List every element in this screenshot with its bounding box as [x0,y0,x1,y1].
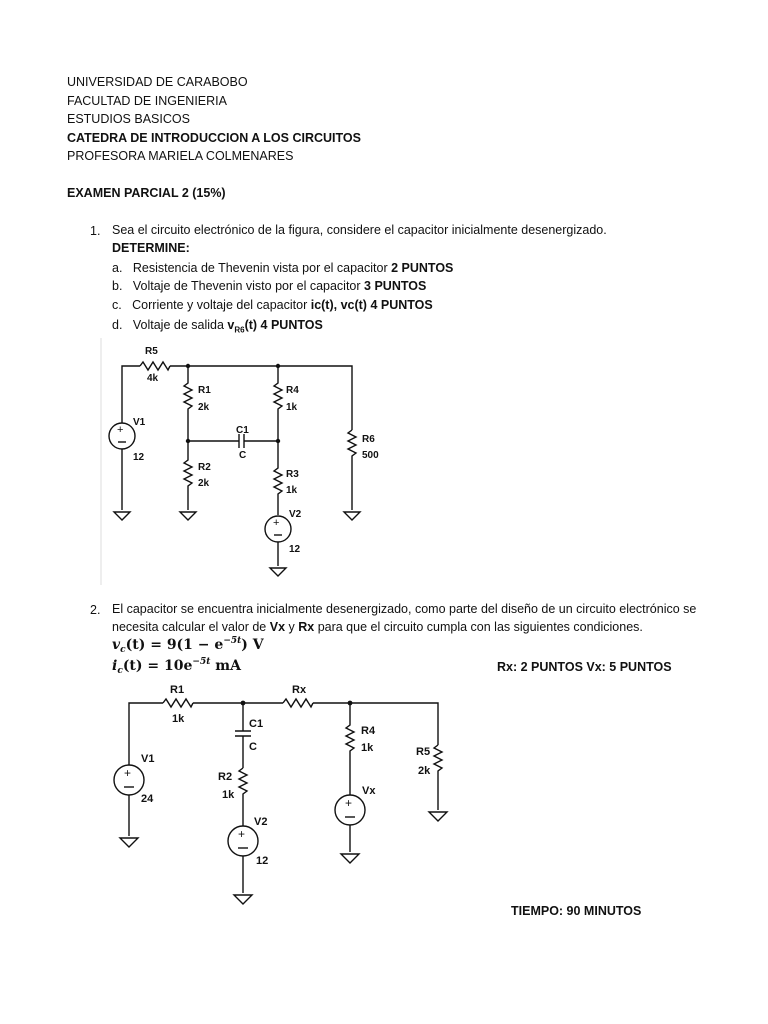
q1-statement: Sea el circuito electrónico de la figura, considere el capacitor inicialmente desenergizado. [112,223,607,237]
plus-sign: + [117,424,124,436]
v1-label: V1 [133,417,146,428]
resistor-r2 [239,768,247,826]
item-points: 4 PUNTOS [366,298,433,312]
item-points: 4 PUNTOS [257,318,323,332]
item-letter: b. [112,279,123,293]
c1-label: C1 [249,718,264,730]
vx-label: Vx [362,785,376,797]
ground-icon [120,838,138,847]
item-letter: c. [112,298,122,312]
resistor-r4 [346,703,354,795]
vr6-arg: (t) [244,318,258,332]
r5-value: 4k [147,373,159,384]
resistor-r5 [434,745,442,810]
c1-value: C [249,741,257,753]
r6-value: 500 [362,450,379,461]
plus-sign: + [124,766,132,780]
chair-name: CATEDRA DE INTRODUCCION A LOS CIRCUITOS [67,131,361,145]
resistor-r1 [163,699,193,707]
vr6-symbol: v [227,318,235,332]
text-part: y [285,620,299,634]
q1-number: 1. [90,224,101,238]
item-points: 2 PUNTOS [391,261,454,275]
c1-label: C1 [236,425,249,436]
r3-value: 1k [286,485,298,496]
plus-sign: + [345,796,353,810]
r2-label: R2 [218,771,233,783]
r4-value: 1k [286,402,298,413]
item-text: Voltaje de Thevenin visto por el capacitor [132,279,365,293]
eq-var: v [112,637,121,653]
rx-label: Rx [292,684,307,696]
eq-end: mA [210,658,241,674]
r4-label: R4 [361,725,376,737]
r2-label: R2 [198,462,211,473]
wire [313,703,438,745]
r2-value: 1k [222,789,235,801]
ground-icon [234,895,252,904]
faculty-name: FACULTAD DE INGENIERIA [67,94,227,108]
university-name: UNIVERSIDAD DE CARABOBO [67,75,248,89]
resistor-rx [283,699,313,707]
r4-value: 1k [361,742,374,754]
r1-value: 2k [198,402,210,413]
exam-title: EXAMEN PARCIAL 2 (15%) [67,186,226,200]
item-letter: d. [112,318,123,332]
r5-label: R5 [416,746,431,758]
v2-label: V2 [289,509,302,520]
vx-ref: Vx [269,620,286,634]
plus-sign: + [273,517,280,529]
v1-value: 24 [141,793,154,805]
r5-label: R5 [145,346,158,357]
eq-end: ) V [241,637,264,653]
v2-label: V2 [254,816,268,828]
item-text: Voltaje de salida [132,318,228,332]
eq-var: i [112,658,118,674]
capacitor-c1 [235,703,251,768]
eq-exp: −5t [223,636,242,646]
r6-label: R6 [362,434,375,445]
rx-ref: Rx [298,620,315,634]
q2-points: Rx: 2 PUNTOS Vx: 5 PUNTOS [497,660,672,674]
vr6-subscript: R6 [234,325,245,335]
text-part: para que el circuito cumpla con las siguientes condiciones. [314,620,643,634]
professor-name: PROFESORA MARIELA COLMENARES [67,149,294,163]
r5-value: 2k [418,765,431,777]
item-text: Corriente y voltaje del capacitor [132,298,311,312]
r3-label: R3 [286,469,299,480]
v2-value: 12 [256,855,269,867]
ground-icon [429,812,447,821]
r1-label: R1 [170,684,185,696]
eq-body: (t) = 9(1 − e [125,637,224,653]
r2-value: 2k [198,478,210,489]
r1-label: R1 [198,385,211,396]
eq-body: (t) = 10e [122,658,193,674]
v1-value: 12 [133,452,145,463]
q2-line-1: El capacitor se encuentra inicialmente desenergizado, como parte del diseño de un circuito electrónico se [112,602,697,616]
item-points: 3 PUNTOS [364,279,427,293]
r1-value: 1k [172,713,185,725]
studies-name: ESTUDIOS BASICOS [67,112,190,126]
plus-sign: + [238,827,246,841]
exam-time: TIEMPO: 90 MINUTOS [511,904,642,918]
v2-value: 12 [289,544,301,555]
item-bold: ic(t), vc(t) [310,298,367,312]
ground-icon [341,854,359,863]
item-text: Resistencia de Thevenin vista por el capacitor [132,261,392,275]
c1-value: C [239,450,247,461]
q1-determine: DETERMINE: [112,241,190,255]
q2-number: 2. [90,603,101,617]
eq-exp: −5t [192,657,211,667]
text-part: necesita calcular el valor de [112,620,270,634]
eq-sub: c [120,645,126,655]
eq-sub: c [117,666,123,676]
v1-label: V1 [141,753,155,765]
item-letter: a. [112,261,123,275]
r4-label: R4 [286,385,299,396]
